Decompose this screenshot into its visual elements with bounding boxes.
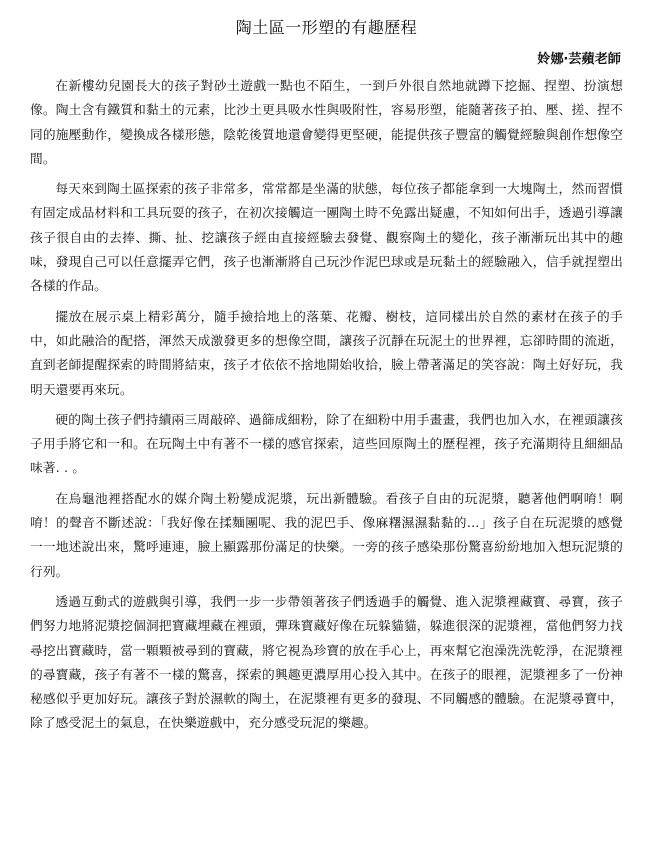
document-title: 陶土區一形塑的有趣歷程 <box>235 18 418 37</box>
document-body <box>30 74 623 736</box>
paragraph-3: 擺放在展示桌上精彩萬分，隨手撿拾地上的落葉、花瓣、樹枝，這同樣出於自然的素材在孩子的手中，如此融洽的配搭，渾然天成激發更多的想像空間，讓孩子沉靜在玩泥土的世界裡，忘卻時間的流逝，直到老師提醒探索的時間將結束，孩子才依依不捨地開始收拾，臉上帶著滿足的笑容說：陶土好好玩，我明天還要再來玩。 <box>30 308 623 397</box>
paragraph-2: 每天來到陶土區探索的孩子非常多，常常都是坐滿的狀態，每位孩子都能拿到一大塊陶土，然而習慣有固定成品材料和工具玩耍的孩子，在初次接觸這一團陶土時不免露出疑慮，不知如何出手，透過引導讓孩子很自由的去捧、撕、扯、挖讓孩子經由直接經驗去發覺、觀察陶土的變化，孩子漸漸玩出其中的趣味，發現自己可以任意擺弄它們，孩子也漸漸將自己玩沙作泥巴球或是玩黏土的經驗融入，信手就捏塑出各樣的作品。 <box>30 181 623 294</box>
paragraph-1: 在新樓幼兒園長大的孩子對砂土遊戲一點也不陌生，一到戶外很自然地就蹲下挖掘、捏塑、扮演想像。陶土含有鐵質和黏土的元素，比沙土更具吸水性與吸附性，容易形塑，能隨著孩子拍、壓、搓、捏不同的施壓動作，變換成各樣形態，陰乾後質地還會變得更堅硬，能提供孩子豐富的觸覺經驗與創作想像空間。 <box>30 78 623 166</box>
paragraph-6: 透過互動式的遊戲與引導，我們一步一步帶領著孩子們透過手的觸覺、進入泥漿裡藏寶、尋寶，孩子們努力地將泥漿挖個洞把寶藏埋藏在裡頭，彈珠寶藏好像在玩躲貓貓，躲進很深的泥漿裡，當他們努力找尋挖出寶藏時，當一顆顆被尋到的寶藏，將它視為珍寶的放在手心上，再來幫它泡澡洗洗乾淨，在泥漿裡的尋寶藏，孩子有著不一樣的驚喜，探索的興趣更濃厚用心投入其中。在孩子的眼裡，泥漿裡多了一份神秘感似乎更加好玩。讓孩子對於濕軟的陶土，在泥漿裡有更多的發現、不同觸感的體驗。在泥漿尋寶中，除了感受泥土的氣息，在快樂遊戲中，充分感受玩泥的樂趣。 <box>30 593 623 731</box>
author-line: 姈娜‧芸蘋老師 <box>537 52 621 67</box>
paragraph-5: 在烏龜池裡搭配水的媒介陶土粉變成泥漿，玩出新體驗。看孩子自由的玩泥漿，聽著他們啊唷！啊唷！的聲音不斷述說：「我好像在揉麵團呢、我的泥巴手、像麻糬濕濕黏黏的…」孩子自在玩泥漿的感覺一一地述說出來，驚呼連連，臉上顯露那份滿足的快樂。一旁的孩子感染那份驚喜紛紛地加入想玩泥漿的行列。 <box>30 490 623 579</box>
paragraph-4: 硬的陶土孩子們持續兩三周敲碎、過篩成細粉，除了在細粉中用手畫畫，我們也加入水，在裡頭讓孩子用手將它和一和。在玩陶土中有著不一樣的感官探索，這些回原陶土的歷程裡，孩子充滿期待且細細品味著. . 。 <box>30 411 623 476</box>
